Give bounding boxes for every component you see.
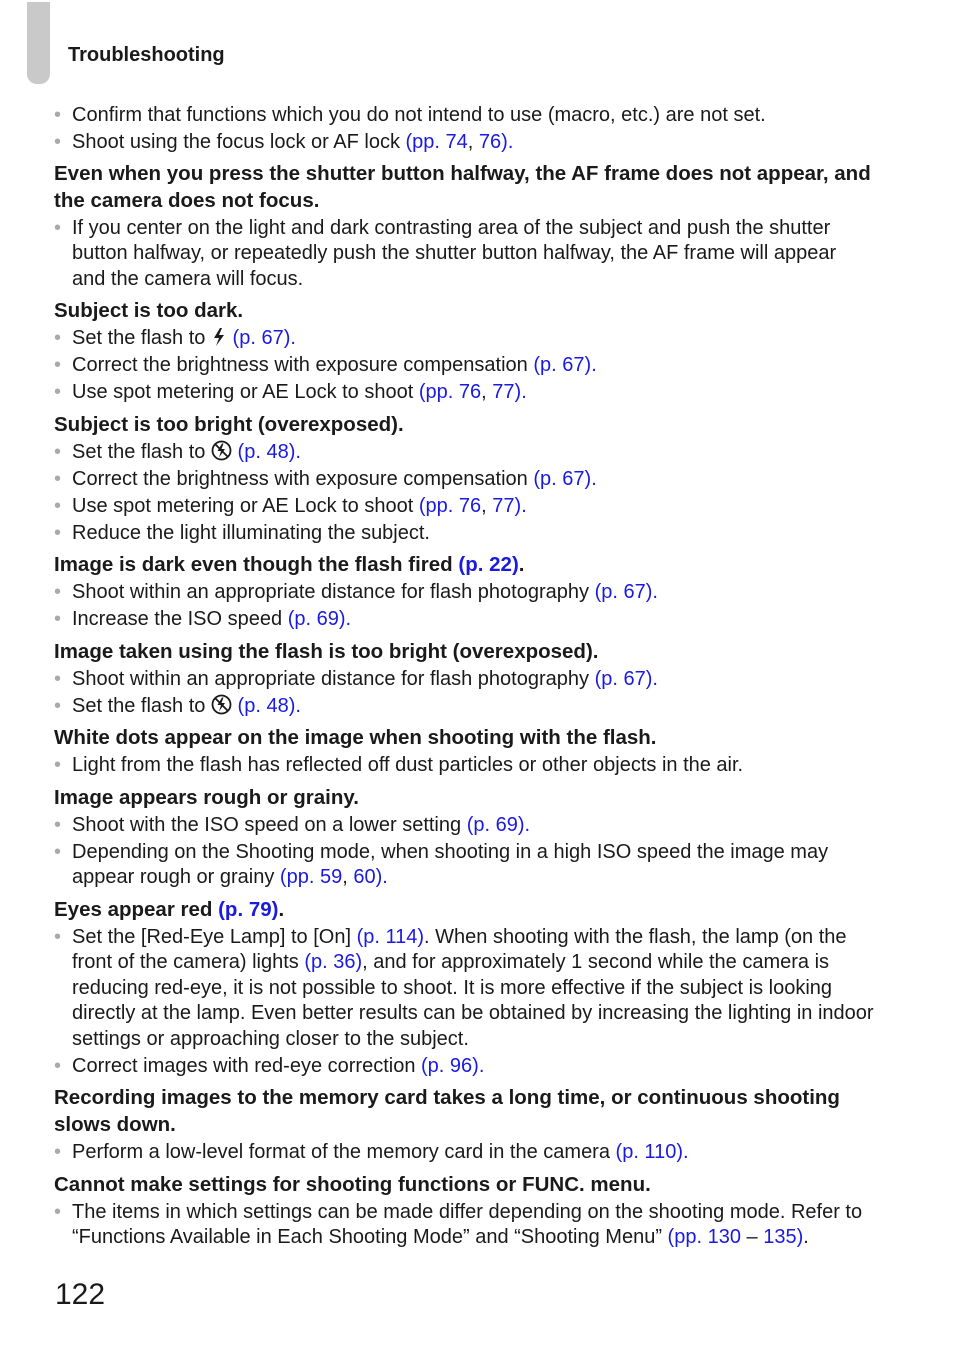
section-header: Troubleshooting	[68, 44, 225, 66]
list-item: • The items in which settings can be made differ depending on the shooting mode. Refer to “Functions Available in Each Shooting Mode” and “Shooting Menu” (pp. 130 – 135).	[54, 1200, 874, 1251]
list-item: • Correct the brightness with exposure compensation (p. 67).	[54, 353, 874, 379]
page-content	[54, 103, 874, 1252]
page-ref-link[interactable]: (p. 69)	[466, 813, 525, 836]
section-heading: Cannot make settings for shooting functions or FUNC. menu.	[54, 1172, 651, 1196]
page-number: 122	[55, 1278, 106, 1311]
page-ref-link[interactable]: (pp. 76	[418, 494, 482, 517]
list-item: • Set the flash to (p. 48).	[54, 694, 874, 720]
page-ref-link[interactable]: (p. 67)	[594, 581, 653, 603]
list-item: • Shoot with the ISO speed on a lower setting (p. 69).	[54, 813, 874, 839]
section-heading: Image appears rough or grainy.	[54, 785, 359, 809]
section-heading: Image taken using the flash is too bright (overexposed).	[54, 639, 599, 663]
page-ref-link[interactable]: 77)	[492, 494, 522, 517]
page-ref-link[interactable]: (p. 67)	[594, 667, 653, 690]
section-heading: Image is dark even though the flash fired (p. 22).	[54, 553, 525, 576]
page-ref-link[interactable]: (p. 36)	[304, 951, 363, 973]
list-item: • Confirm that functions which you do not intend to use (macro, etc.) are not set.	[54, 103, 874, 129]
list-item: • Reduce the light illuminating the subject.	[54, 521, 874, 547]
page-ref-link[interactable]: 77)	[492, 381, 522, 403]
page-ref-link[interactable]: (p. 48)	[237, 694, 296, 717]
list-item: • Correct images with red-eye correction (p. 96).	[54, 1054, 874, 1080]
section-heading: Subject is too dark.	[54, 299, 244, 322]
list-item: • Shoot within an appropriate distance for flash photography (p. 67).	[54, 580, 874, 606]
page-ref-link[interactable]: (p. 67)	[533, 467, 592, 490]
list-item: • Set the [Red-Eye Lamp] to [On] (p. 114). When shooting with the flash, the lamp (on the front of the camera) lights (p. 36), and for approximately 1 second while the camera is reducing red-eye, it is not possible to shoot. It is more effective if the subject is looking directly at the lamp. Even better results can be obtained by increasing the lighting in indoor settings or approaching closer to the subject.	[54, 925, 874, 1053]
page-ref-link[interactable]: (p. 67)	[533, 354, 592, 376]
section-heading: Recording images to the memory card takes a long time, or continuous shooting slows down.	[54, 1086, 840, 1136]
page-ref-link[interactable]: (pp. 74	[405, 131, 468, 153]
section-heading: Eyes appear red (p. 79).	[54, 897, 285, 921]
page-ref-link[interactable]: (pp. 59	[279, 866, 343, 888]
page-ref-link[interactable]: (p. 69)	[287, 608, 346, 630]
section-heading: Subject is too bright (overexposed).	[54, 412, 404, 436]
page-ref-link[interactable]: 60)	[353, 866, 383, 888]
section-heading: Even when you press the shutter button halfway, the AF frame does not appear, and the camera does not focus.	[54, 161, 871, 212]
list-item: • Depending on the Shooting mode, when shooting in a high ISO speed the image may appear rough or grainy (pp. 59, 60).	[54, 840, 874, 891]
list-item: • Shoot within an appropriate distance for flash photography (p. 67).	[54, 667, 874, 693]
page-ref-link[interactable]: (p. 96)	[421, 1054, 479, 1077]
list-item: • If you center on the light and dark contrasting area of the subject and push the shutter button halfway, or repeatedly push the shutter button halfway, the AF frame will appear and the camera will focus.	[54, 216, 874, 293]
page-ref-link[interactable]: (p. 79)	[218, 897, 279, 921]
chapter-tab	[27, 2, 50, 84]
list-item: • Increase the ISO speed (p. 69).	[54, 607, 874, 633]
page-ref-link[interactable]: (p. 67)	[232, 327, 291, 349]
list-item: • Perform a low-level format of the memory card in the camera (p. 110).	[54, 1140, 874, 1166]
page-ref-link[interactable]: (p. 48)	[237, 440, 296, 463]
page-ref-link[interactable]: (p. 110)	[615, 1141, 683, 1163]
flash-off-icon	[211, 440, 232, 461]
flash-off-icon	[211, 694, 232, 715]
page-ref-link[interactable]: 135)	[763, 1226, 804, 1248]
section-heading: White dots appear on the image when shooting with the flash.	[54, 726, 657, 749]
list-item: • Light from the flash has reflected off dust particles or other objects in the air.	[54, 753, 874, 779]
list-item: • Set the flash to (p. 48).	[54, 440, 874, 466]
flash-on-icon	[211, 327, 227, 347]
list-item: • Set the flash to (p. 67).	[54, 326, 874, 352]
list-item: • Use spot metering or AE Lock to shoot (pp. 76, 77).	[54, 494, 874, 520]
page-ref-link[interactable]: (pp. 76	[418, 381, 482, 403]
page-ref-link[interactable]: (p. 114)	[356, 925, 425, 948]
page-ref-link[interactable]: 76)	[478, 131, 508, 153]
list-item: • Correct the brightness with exposure compensation (p. 67).	[54, 467, 874, 493]
page-ref-link[interactable]: (pp. 130	[667, 1226, 741, 1248]
list-item: • Use spot metering or AE Lock to shoot (pp. 76, 77).	[54, 380, 874, 406]
list-item: • Shoot using the focus lock or AF lock (pp. 74, 76).	[54, 130, 874, 156]
page-ref-link[interactable]: (p. 22)	[458, 553, 519, 576]
